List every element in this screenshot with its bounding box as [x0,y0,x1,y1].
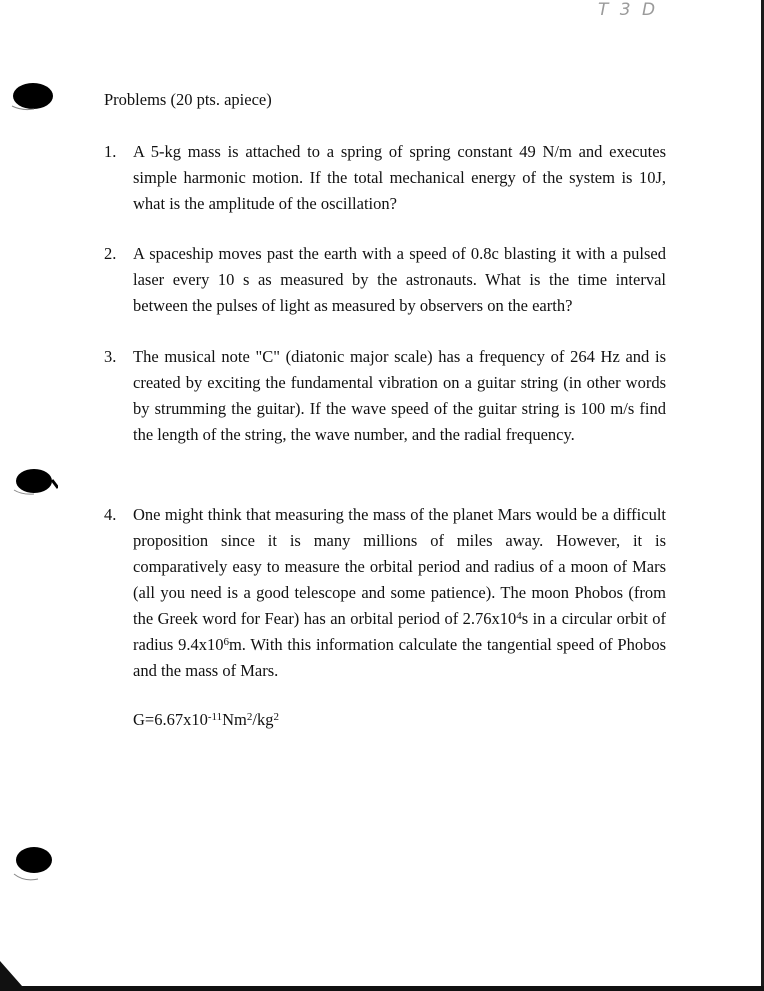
constant-exponent: 2 [273,711,279,723]
page-bottom-edge [0,961,764,991]
problem-text-part: One might think that measuring the mass of the planet Mars would be a difficult proposition since it is many millions of miles away. However, it is comparatively easy to measure the orbital period and radius of a moon of Mars (all you need is a good telescope and some patience). The moon Phobos (from the Greek word for Fear) has an orbital period of [133,505,666,628]
punch-hole-icon [10,80,56,114]
problem-text: A spaceship moves past the earth with a speed of 0.8c blasting it with a pulsed laser every 10 s as measured by the astronauts. What is the time interval between the pulses of light as measured by observers on the earth? [133,244,666,315]
problem-text: A 5-kg mass is attached to a spring of spring constant 49 N/m and executes simple harmonic motion. If the total mechanical energy of the system is 10J, what is the amplitude of the oscillation? [133,142,666,213]
problem-text: The musical note "C" (diatonic major scale) has a frequency of 264 Hz and is created by exciting the fundamental vibration on a guitar string (in other words by strumming the guitar). If the wave speed of the guitar string is 100 m/s find the length of the string, the wave number, and the radial frequency. [133,347,666,444]
gravitational-constant [133,710,279,730]
problem-1 [104,139,666,217]
problem-number: 2. [104,244,117,263]
constant-part: /kg [252,710,274,729]
problem-2 [104,241,666,319]
handwritten-mark: T 3 D [598,0,659,20]
punch-hole-icon [10,846,56,886]
constant-part: Nm [222,710,247,729]
problem-number: 3. [104,347,117,366]
constant-part: G=6.67x10 [133,710,208,729]
orbital-period-value: 2.76x10 [462,609,517,628]
orbital-period-exponent: 4 [516,610,522,622]
punch-hole-icon [12,466,58,500]
orbit-radius-value: 9.4x10 [178,635,224,654]
problem-number: 1. [104,142,117,161]
constant-exponent: -11 [207,711,223,723]
problem-text [133,502,666,684]
problem-number: 4. [104,505,117,524]
constant-exponent: 2 [246,711,253,723]
orbit-radius-exponent: 6 [223,636,229,648]
page-heading: Problems (20 pts. apiece) [104,90,272,109]
problem-4 [104,502,666,684]
problem-text-part: m. With this information calculate the tangential speed of Phobos and the mass of Mars. [133,635,666,680]
problem-text-part: s in a circular orbit of radius [133,609,666,654]
problem-3 [104,344,666,448]
